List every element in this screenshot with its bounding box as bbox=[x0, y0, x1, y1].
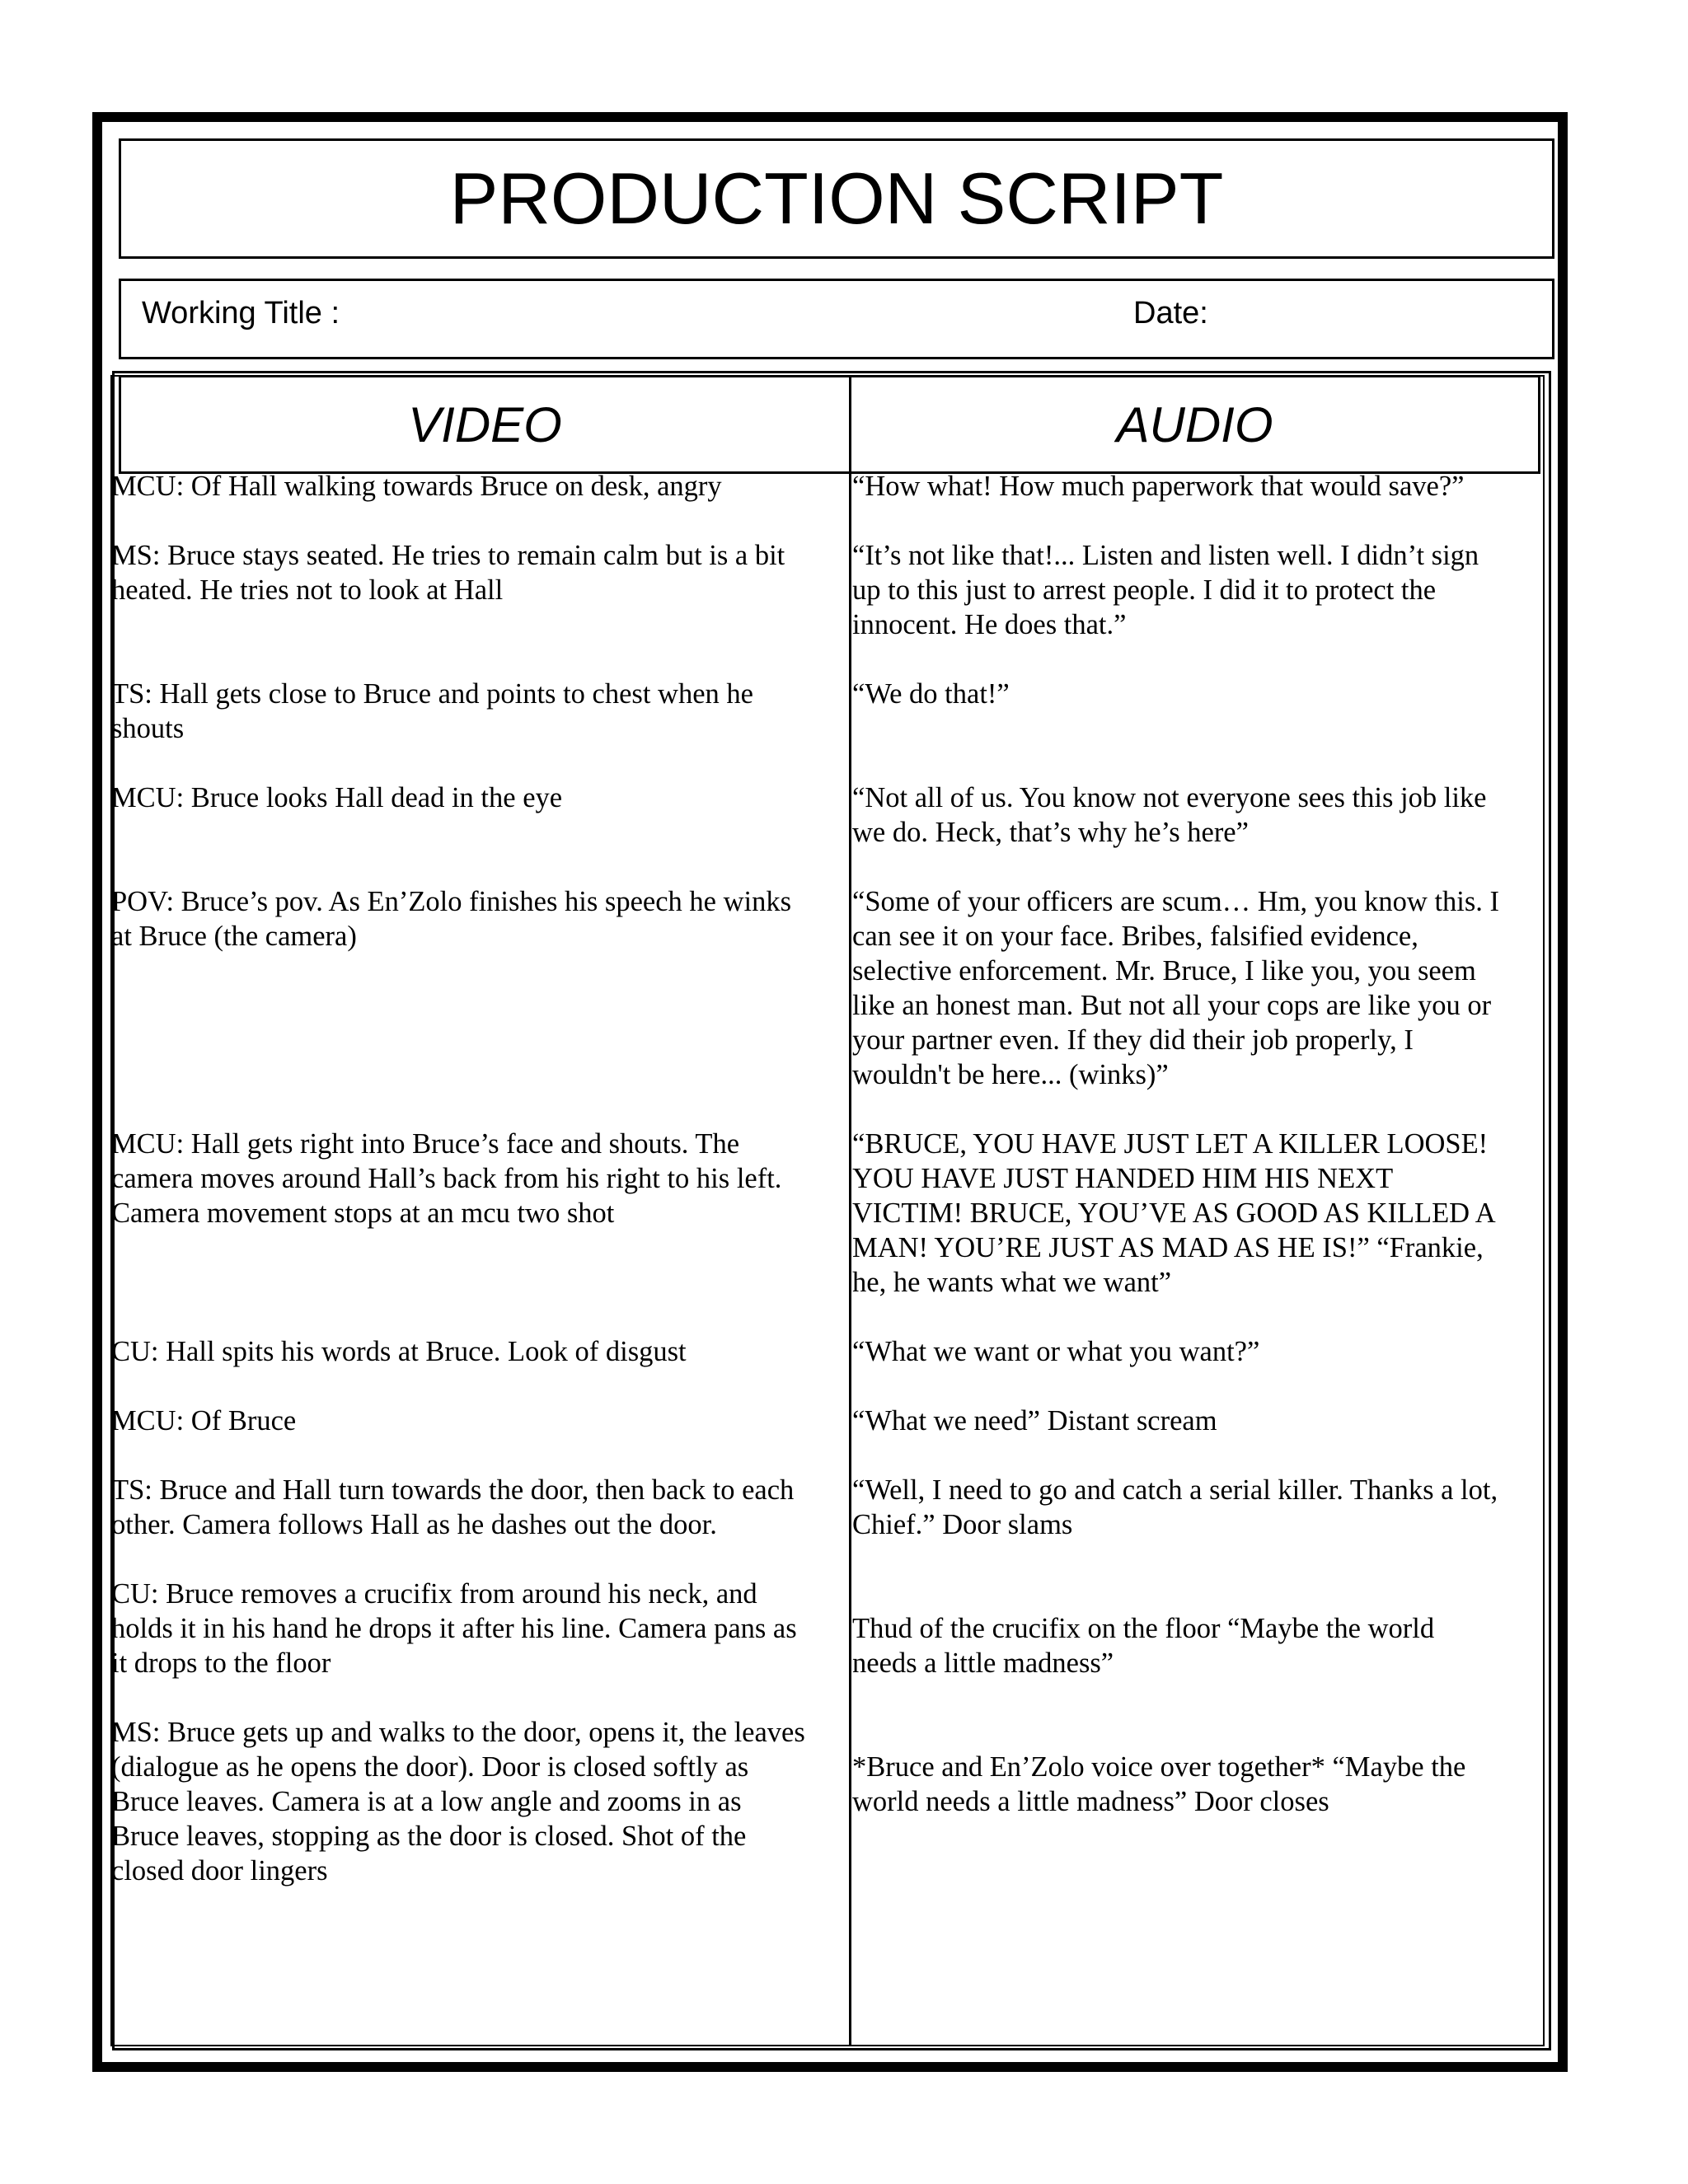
audio-cell: “What we want or what you want?” bbox=[852, 1336, 1260, 1367]
info-bar bbox=[119, 279, 1554, 359]
video-cell: MS: Bruce stays seated. He tries to remain calm but is a bit heated. He tries not to look at Hall bbox=[111, 540, 785, 606]
date-label: Date: bbox=[1133, 296, 1208, 330]
video-cell: CU: Bruce removes a crucifix from around his neck, and holds it in his hand he drops it after his line. Camera pans as it drops to the floor bbox=[111, 1578, 797, 1679]
title-text: PRODUCTION SCRIPT bbox=[449, 157, 1224, 239]
audio-cell: “How what! How much paperwork that would save?” bbox=[852, 471, 1465, 502]
video-cell: TS: Hall gets close to Bruce and points to chest when he shouts bbox=[111, 678, 753, 744]
video-header-text: VIDEO bbox=[408, 396, 562, 452]
page-title bbox=[119, 138, 1554, 259]
video-cell: MCU: Bruce looks Hall dead in the eye bbox=[111, 782, 563, 813]
video-cell: MS: Bruce gets up and walks to the door, opens it, the leaves (dialogue as he opens the door). Door is closed softly as Bruce leaves. Camera is at a low angle and zooms in as Bruce leaves, stopping as the door is closed. Shot of the closed door lingers bbox=[111, 1717, 805, 1886]
video-cell: POV: Bruce’s pov. As En’Zolo finishes his speech he winks at Bruce (the camera) bbox=[111, 886, 792, 952]
audio-cell: “Some of your officers are scum… Hm, you know this. I can see it on your face. Bribes, falsified evidence, selective enforcement. Mr. Bruce, I like you, you seem like an honest man. But not all your cops are like you or your partner even. If they did their job properly, I wouldn't be here... (winks)” bbox=[852, 886, 1500, 1090]
video-cell: MCU: Hall gets right into Bruce’s face and shouts. The camera moves around Hall’s back from his right to his left. Camera movement stops at an mcu two shot bbox=[111, 1128, 782, 1229]
column-divider bbox=[849, 375, 851, 2046]
audio-cell: “We do that!” bbox=[852, 678, 1010, 710]
audio-cell: “Well, I need to go and catch a serial killer. Thanks a lot, Chief.” Door slams bbox=[852, 1474, 1498, 1540]
video-cell: MCU: Of Bruce bbox=[111, 1405, 297, 1436]
working-title-label: Working Title : bbox=[142, 296, 340, 330]
audio-cell: Thud of the crucifix on the floor “Maybe the world needs a little madness” bbox=[852, 1613, 1435, 1679]
audio-cell: “It’s not like that!... Listen and listen well. I didn’t sign up to this just to arrest people. I did it to protect the innocent. He does that.” bbox=[852, 540, 1479, 640]
video-column-header bbox=[119, 375, 849, 474]
video-cell: MCU: Of Hall walking towards Bruce on desk, angry bbox=[111, 471, 722, 502]
audio-cell: *Bruce and En’Zolo voice over together* “Maybe the world needs a little madness” Door closes bbox=[852, 1751, 1466, 1817]
audio-cell: “BRUCE, YOU HAVE JUST LET A KILLER LOOSE! YOU HAVE JUST HANDED HIM HIS NEXT VICTIM! BRUCE, YOU’VE AS GOOD AS KILLED A MAN! YOU’RE JUST AS MAD AS HE IS!” “Frankie, he, he wants what we want” bbox=[852, 1128, 1496, 1298]
audio-cell: “What we need” Distant scream bbox=[852, 1405, 1217, 1436]
audio-header-text: AUDIO bbox=[1116, 396, 1273, 452]
audio-cell: “Not all of us. You know not everyone sees this job like we do. Heck, that’s why he’s here” bbox=[852, 782, 1487, 848]
audio-column-header bbox=[851, 375, 1540, 474]
video-cell: CU: Hall spits his words at Bruce. Look of disgust bbox=[111, 1336, 687, 1367]
video-cell: TS: Bruce and Hall turn towards the door, then back to each other. Camera follows Hall as he dashes out the door. bbox=[111, 1474, 795, 1540]
